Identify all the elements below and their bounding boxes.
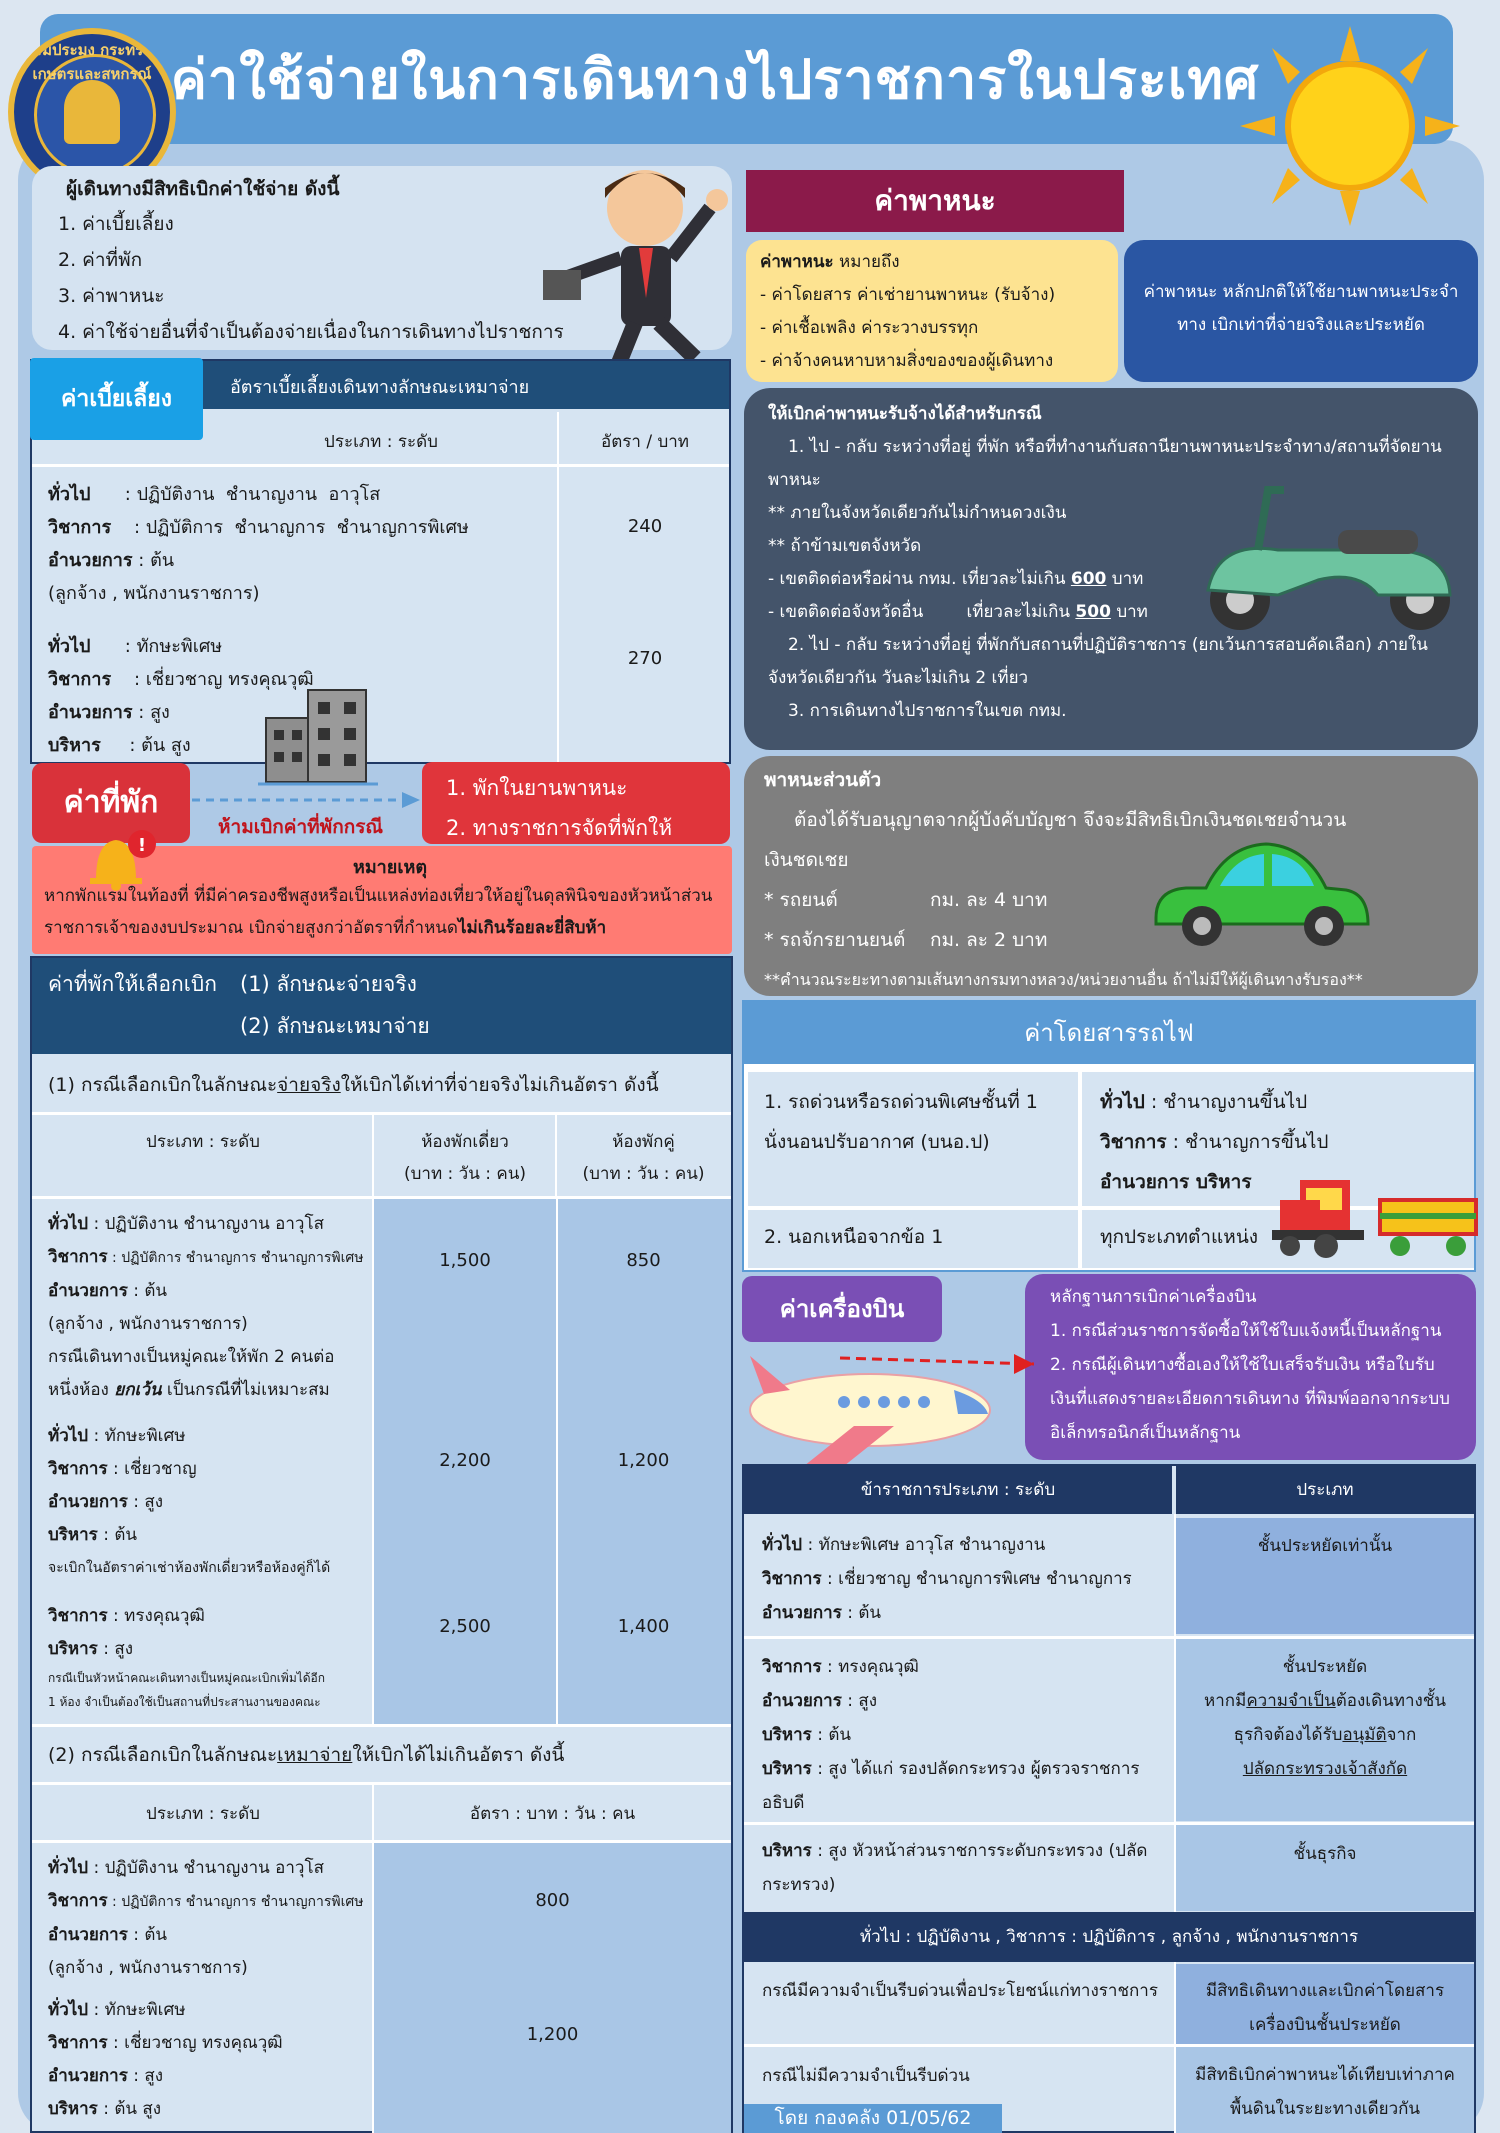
- flight-tab: ค่าเครื่องบิน: [742, 1276, 942, 1342]
- evidence-item: 1. กรณีส่วนราชการจัดซื้อให้ใช้ใบแจ้งหนี้เป็นหลักฐาน: [1050, 1321, 1442, 1341]
- taxi-item: 3. การเดินทางไปราชการในเขต กทม.: [788, 701, 1067, 721]
- taxi-item: 1. ไป - กลับ ระหว่างที่อยู่ ที่พัก หรือที่ทำงานกับสถานียานพาหนะประจำทาง/สถานที่จัดยานพาหนะ: [768, 437, 1442, 490]
- class-note-underline: ปลัดกระทรวงเจ้าสังกัด: [1242, 1759, 1408, 1779]
- level-note: หนึ่งห้อง: [48, 1380, 115, 1400]
- level-value: : สูง ได้แก่ รองปลัดกระทรวง ผู้ตรวจราชการอธิบดี: [762, 1759, 1140, 1813]
- level-value: : ปฏิบัติงาน ชำนาญงาน อาวุโส: [90, 484, 381, 505]
- level-value: : ต้น สูง: [100, 735, 191, 756]
- divider: [555, 1115, 557, 1199]
- class-note-underline: ความจำเป็น: [1246, 1691, 1336, 1711]
- level-value: : ต้น: [811, 1725, 852, 1745]
- level-note: (ลูกจ้าง , พนักงานราชการ): [48, 1314, 248, 1334]
- double-rate-1: 850: [626, 1250, 661, 1271]
- level-note: กรณีเป็นหัวหน้าคณะเดินทางเป็นหมู่คณะเบิกเพิ่มได้อีก: [48, 1671, 326, 1685]
- level-value: : เชี่ยวชาญ ทรงคุณวุฒิ: [111, 669, 314, 690]
- definition-item: - ค่าเชื้อเพลิง ค่าระวางบรรทุก: [760, 318, 979, 338]
- lump-rate-2: 1,200: [526, 2024, 579, 2045]
- flight-general-1-left: กรณีมีความจำเป็นรีบด่วนเพื่อประโยชน์แก่ทางราชการ: [762, 1981, 1158, 2001]
- allowance-divider: [32, 464, 729, 467]
- level-note: 1 ห้อง จำเป็นต้องใช้เป็นสถานที่ประสานงานของคณะ: [48, 1695, 321, 1709]
- flight-col-level: ข้าราชการประเภท : ระดับ: [744, 1466, 1172, 1514]
- level-label: ทั่วไป: [1100, 1091, 1145, 1113]
- level-value: : สูง: [127, 1492, 164, 1512]
- level-value: : ทักษะพิเศษ: [88, 2000, 186, 2020]
- airplane-illustration: [744, 1340, 1034, 1470]
- lodging-forbidden-list: [446, 768, 672, 848]
- note-text: หากพักแรมในท้องที่ ที่มีค่าครองชีพสูงหรือเป็นแหล่งท่องเที่ยวให้อยู่ในดุลพินิจของหัวหน้าส่วนราชการเจ้าของงบประมาณ เบิกจ่ายสูงกว่าอัตราที่กำหนด: [44, 886, 713, 938]
- level-value: : เชี่ยวชาญ ทรงคุณวุฒิ: [107, 2033, 283, 2053]
- level-value: : ทักษะพิเศษ อาวุโส ชำนาญงาน: [802, 1535, 1046, 1555]
- taxi-item: 2. ไป - กลับ ระหว่างที่อยู่ ที่พักกับสถานที่ปฏิบัติราชการ (ยกเว้นการสอบคัดเลือก) ภายในจังหวัดเดียวกัน วันละไม่เกิน 2 เที่ยว: [768, 635, 1428, 688]
- level-value: : ชำนาญการขึ้นไป: [1166, 1131, 1329, 1153]
- lodging-choice-title: ค่าที่พักให้เลือกเบิก: [48, 972, 217, 996]
- definition-item: - ค่าโดยสาร ค่าเช่ายานพาหนะ (รับจ้าง): [760, 285, 1056, 305]
- lodging-tab: ค่าที่พัก: [32, 763, 190, 843]
- note-body: [44, 880, 724, 944]
- level-note: (ลูกจ้าง , พนักงานราชการ): [48, 1958, 248, 1978]
- intro-underline: จ่ายจริง: [277, 1074, 341, 1096]
- allowance-rate-2: 270: [627, 648, 663, 669]
- flight-class-2: [1184, 1650, 1466, 1786]
- allowance-banner: อัตราเบี้ยเลี้ยงเดินทางลักษณะเหมาจ่าย: [230, 377, 530, 398]
- taxi-unit: บาท: [1106, 569, 1144, 589]
- level-value: : ต้น: [841, 1603, 882, 1623]
- level-value: : ต้น สูง: [97, 2099, 162, 2119]
- level-label: ทั่วไป: [48, 636, 91, 657]
- train-row-2-left: 2. นอกเหนือจากข้อ 1: [764, 1226, 944, 1248]
- level-label: บริหาร: [762, 1725, 812, 1745]
- definition-item: - ค่าจ้างคนหาบหามสิ่งของของผู้เดินทาง: [760, 351, 1054, 371]
- businessman-illustration: [535, 158, 750, 378]
- level-value: : ต้น: [97, 1525, 138, 1545]
- level-label: บริหาร: [48, 1639, 98, 1659]
- note-bold: ไม่เกินร้อยละยี่สิบห้า: [457, 918, 607, 938]
- eligibility-item: 2. ค่าที่พัก: [58, 249, 143, 271]
- level-value: : ต้น: [127, 1925, 168, 1945]
- allowance-col-type: ประเภท : ระดับ: [324, 432, 438, 452]
- level-label: ทั่วไป: [48, 2000, 89, 2020]
- lump-col-rate: อัตรา : บาท : วัน : คน: [469, 1804, 636, 1824]
- level-value: : สูง: [97, 1639, 134, 1659]
- level-value: : สูง: [132, 702, 170, 723]
- level-value: : เชี่ยวชาญ: [107, 1459, 197, 1479]
- private-note: **คำนวณระยะทางตามเส้นทางกรมทางหลวง/หน่วยงานอื่น ถ้าไม่มีให้ผู้เดินทางรับรอง**: [764, 970, 1363, 989]
- eligibility-item: 4. ค่าใช้จ่ายอื่นที่จำเป็นต้องจ่ายเนื่องในการเดินทางไปราชการ: [58, 321, 564, 343]
- actual-intro: [48, 1070, 659, 1100]
- level-label: บริหาร: [48, 1525, 98, 1545]
- private-type: * รถจักรยานยนต์: [764, 929, 906, 951]
- evidence-item: 2. กรณีผู้เดินทางซื้อเองให้ใช้ใบเสร็จรับเงิน หรือใบรับเงินที่แสดงรายละเอียดการเดินทาง ที่พิมพ์ออกจากระบบอิเล็กทรอนิกส์เป็นหลักฐาน: [1050, 1355, 1450, 1443]
- level-value: : สูง: [127, 2066, 164, 2086]
- private-type: * รถยนต์: [764, 889, 838, 911]
- flight-row-3: [762, 1834, 1162, 1902]
- actual-col-type: ประเภท : ระดับ: [146, 1132, 260, 1152]
- level-label: วิชาการ: [762, 1657, 822, 1677]
- logo-text: กรมประมง กระทรวงเกษตรและสหกรณ์: [25, 41, 159, 83]
- level-value: : ปฏิบัติการ ชำนาญการ ชำนาญการพิเศษ: [111, 517, 469, 538]
- vehicle-principle: ค่าพาหนะ หลักปกติให้ใช้ยานพาหนะประจำทาง เบิกเท่าที่จ่ายจริงและประหยัด: [1143, 282, 1459, 335]
- taxi-item: - เขตติดต่อหรือผ่าน กทม. เที่ยวละไม่เกิน: [768, 569, 1071, 589]
- level-value: : ทรงคุณวุฒิ: [821, 1657, 919, 1677]
- level-note-bold: ยกเว้น: [114, 1380, 162, 1400]
- actual-col-single: [374, 1126, 556, 1190]
- level-label: บริหาร: [48, 735, 101, 756]
- lump-intro: [48, 1740, 564, 1770]
- actual-col-double: [556, 1126, 731, 1190]
- sun-icon: [1230, 16, 1470, 236]
- divider: [32, 1782, 731, 1785]
- definition-title: ค่าพาหนะ: [760, 252, 834, 272]
- single-rate-3: 2,500: [439, 1616, 491, 1637]
- private-rate: กม. ละ 2 บาท: [930, 929, 1048, 951]
- level-label: วิชาการ: [48, 517, 112, 538]
- allowance-row-1: [48, 478, 469, 610]
- level-label: อำนวยการ: [48, 1925, 128, 1945]
- level-value: : ทักษะพิเศษ: [88, 1426, 186, 1446]
- level-value: : ทักษะพิเศษ: [90, 636, 223, 657]
- train-illustration: [1270, 1150, 1480, 1260]
- private-title: พาหนะส่วนตัว: [764, 769, 882, 791]
- intro-text: ให้เบิกได้เท่าที่จ่ายจริงไม่เกินอัตรา ดังนี้: [340, 1074, 659, 1096]
- taxi-item: ** ถ้าข้ามเขตจังหวัด: [768, 536, 922, 556]
- lodging-choice-1: (1) ลักษณะจ่ายจริง: [240, 972, 417, 996]
- lump-row-2: [48, 1994, 368, 2126]
- buildings-illustration: [258, 670, 378, 790]
- page-title: ค่าใช้จ่ายในการเดินทางไปราชการในประเทศ: [170, 48, 1260, 111]
- lodging-choice-2: (2) ลักษณะเหมาจ่าย: [240, 1014, 430, 1038]
- lump-row-1: [48, 1852, 368, 1985]
- level-label: วิชาการ: [1100, 1131, 1167, 1153]
- level-label: อำนวยการ: [48, 2066, 128, 2086]
- level-label: อำนวยการ: [48, 702, 133, 723]
- actual-row-2: [48, 1420, 368, 1585]
- level-note: กรณีเดินทางเป็นหมู่คณะให้พัก 2 คนต่อ: [48, 1347, 335, 1367]
- actual-row-3: [48, 1600, 368, 1714]
- flight-general-2-left: กรณีไม่มีความจำเป็นรีบด่วน: [762, 2066, 970, 2086]
- level-value: : ปฏิบัติการ ชำนาญการ ชำนาญการพิเศษ: [107, 1894, 364, 1910]
- note-title: หมายเหตุ: [352, 857, 428, 878]
- forbidden-case: 2. ทางราชการจัดที่พักให้: [446, 816, 673, 840]
- taxi-limit: 600: [1070, 569, 1107, 589]
- level-label: บริหาร: [48, 2099, 98, 2119]
- level-value: : ทรงคุณวุฒิ: [107, 1606, 205, 1626]
- level-value: : ปฏิบัติงาน ชำนาญงาน อาวุโส: [88, 1858, 324, 1878]
- taxi-unit: บาท: [1110, 602, 1148, 622]
- level-label: อำนวยการ บริหาร: [1100, 1171, 1252, 1193]
- class-note-underline: อนุมัติ: [1342, 1725, 1387, 1745]
- level-note: เป็นกรณีที่ไม่เหมาะสม: [161, 1380, 330, 1400]
- level-label: อำนวยการ: [48, 550, 133, 571]
- flight-class-1: ชั้นประหยัดเท่านั้น: [1257, 1536, 1393, 1556]
- allowance-tab: ค่าเบี้ยเลี้ยง: [30, 358, 203, 440]
- car-illustration: [1146, 828, 1376, 958]
- intro-text: ให้เบิกได้ไม่เกินอัตรา ดังนี้: [352, 1744, 565, 1766]
- lump-rate-1: 800: [535, 1890, 570, 1911]
- level-label: ทั่วไป: [762, 1535, 803, 1555]
- taxi-limit: 500: [1075, 602, 1111, 622]
- level-label: วิชาการ: [762, 1569, 822, 1589]
- level-label: ทั่วไป: [48, 1426, 89, 1446]
- lump-rate-bg: [374, 1843, 731, 2133]
- spacer: [747, 1070, 748, 1071]
- intro-text: (1) กรณีเลือกเบิกในลักษณะ: [48, 1074, 278, 1096]
- forbidden-case: 1. พักในยานพาหนะ: [446, 776, 628, 800]
- level-label: อำนวยการ: [762, 1603, 842, 1623]
- level-value: : ต้น: [132, 550, 175, 571]
- col-label: ห้องพักคู่: [612, 1132, 675, 1152]
- level-note: จะเบิกในอัตราค่าเช่าห้องพักเดี่ยวหรือห้องคู่ก็ได้: [48, 1560, 331, 1576]
- lodging-forbidden-label: ห้ามเบิกค่าที่พักกรณี: [218, 816, 384, 838]
- single-rate-2: 2,200: [439, 1450, 491, 1471]
- definition-title-suffix: หมายถึง: [833, 252, 900, 272]
- level-value: : ปฏิบัติงาน ชำนาญงาน อาวุโส: [88, 1214, 324, 1234]
- flight-general-2-right: มีสิทธิเบิกค่าพาหนะได้เทียบเท่าภาคพื้นดินในระยะทางเดียวกัน: [1195, 2065, 1455, 2119]
- class-note: หากมี: [1204, 1691, 1247, 1711]
- level-label: อำนวยการ: [48, 1492, 128, 1512]
- private-item: ต้องได้รับอนุญาตจากผู้บังคับบัญชา จึงจะมีสิทธิเบิกเงินชดเชยจำนวนเงินชดเชย: [764, 809, 1347, 871]
- level-label: ทั่วไป: [48, 484, 91, 505]
- level-value: : ปฏิบัติการ ชำนาญการ ชำนาญการพิเศษ: [107, 1250, 364, 1266]
- intro-text: (2) กรณีเลือกเบิกในลักษณะ: [48, 1744, 278, 1766]
- level-value: : ต้น: [127, 1281, 168, 1301]
- level-label: ทั่วไป: [48, 1214, 89, 1234]
- class-note: ต้องเดินทางชั้น: [1335, 1691, 1446, 1711]
- flight-class-3: ชั้นธุรกิจ: [1293, 1844, 1357, 1864]
- level-label: วิชาการ: [48, 669, 112, 690]
- level-label: วิชาการ: [48, 2033, 108, 2053]
- col-unit: (บาท : วัน : คน): [403, 1164, 527, 1184]
- level-label: วิชาการ: [48, 1247, 108, 1267]
- level-label: อำนวยการ: [762, 1691, 842, 1711]
- lump-col-type: ประเภท : ระดับ: [146, 1804, 260, 1824]
- taxi-title: ให้เบิกค่าพาหนะรับจ้างได้สำหรับกรณี: [768, 404, 1042, 424]
- level-value: : สูง หัวหน้าส่วนราชการระดับกระทรวง (ปลัดกระทรวง): [762, 1841, 1148, 1895]
- level-value: : สูง: [841, 1691, 878, 1711]
- level-note: (ลูกจ้าง , พนักงานราชการ): [48, 583, 260, 604]
- eligibility-list: [58, 206, 564, 350]
- intro-underline: เหมาจ่าย: [277, 1744, 353, 1766]
- flight-evidence: [1050, 1280, 1460, 1450]
- divider: [32, 1112, 731, 1115]
- flight-general-1-right: มีสิทธิเดินทางและเบิกค่าโดยสารเครื่องบินชั้นประหยัด: [1205, 1981, 1445, 2035]
- level-label: วิชาการ: [48, 1459, 108, 1479]
- col-unit: (บาท : วัน : คน): [582, 1164, 705, 1184]
- vehicle-definition: [760, 246, 1055, 378]
- col-label: ห้องพักเดี่ยว: [421, 1132, 509, 1152]
- level-value: : ชำนาญงานขึ้นไป: [1144, 1091, 1308, 1113]
- evidence-title: หลักฐานการเบิกค่าเครื่องบิน: [1050, 1287, 1257, 1307]
- eligibility-heading: ผู้เดินทางมีสิทธิเบิกค่าใช้จ่าย ดังนี้: [66, 178, 340, 200]
- class-note: ธุรกิจต้องได้รับ: [1233, 1725, 1343, 1745]
- scooter-illustration: [1188, 470, 1468, 640]
- flight-class-bg: [1176, 1825, 1474, 1911]
- double-rate-3: 1,400: [617, 1616, 670, 1637]
- flight-row-2: [762, 1650, 1162, 1820]
- allowance-rate-1: 240: [627, 516, 663, 537]
- level-label: อำนวยการ: [48, 1281, 128, 1301]
- class-label: ชั้นประหยัด: [1282, 1657, 1368, 1677]
- flight-col-class: ประเภท: [1176, 1466, 1474, 1514]
- double-rate-2: 1,200: [617, 1450, 670, 1471]
- train-title: ค่าโดยสารรถไฟ: [744, 1002, 1474, 1064]
- train-row-2-right: ทุกประเภทตำแหน่ง: [1100, 1226, 1259, 1248]
- divider: [32, 1724, 731, 1727]
- level-label: บริหาร: [762, 1759, 812, 1779]
- train-row-1-left: 1. รถด่วนหรือรถด่วนพิเศษชั้นที่ 1 นั่งนอนปรับอากาศ (บนอ.ป): [764, 1091, 1038, 1153]
- level-label: ทั่วไป: [48, 1858, 89, 1878]
- vehicle-tab: ค่าพาหนะ: [746, 170, 1124, 232]
- class-note: จาก: [1386, 1725, 1417, 1745]
- footer-credit: โดย กองคลัง 01/05/62: [744, 2104, 1002, 2133]
- level-label: วิชาการ: [48, 1606, 108, 1626]
- eligibility-item: 1. ค่าเบี้ยเลี้ยง: [58, 213, 174, 235]
- level-value: : เชี่ยวชาญ ชำนาญการพิเศษ ชำนาญการ: [821, 1569, 1132, 1589]
- svg-text:!: !: [137, 835, 147, 856]
- arrow-icon: [192, 790, 422, 810]
- eligibility-item: 3. ค่าพาหนะ: [58, 285, 165, 307]
- flight-general-banner: ทั่วไป : ปฏิบัติงาน , วิชาการ : ปฏิบัติการ , ลูกจ้าง , พนักงานราชการ: [744, 1912, 1474, 1962]
- private-rate: กม. ละ 4 บาท: [930, 889, 1048, 911]
- allowance-col-rate: อัตรา / บาท: [600, 432, 689, 452]
- single-rate-1: 1,500: [439, 1250, 491, 1271]
- flight-row-1: [762, 1528, 1162, 1630]
- level-label: บริหาร: [762, 1841, 812, 1861]
- taxi-item: - เขตติดต่อจังหวัดอื่น เที่ยวละไม่เกิน: [768, 602, 1076, 622]
- level-label: วิชาการ: [48, 1891, 108, 1911]
- actual-row-1: [48, 1208, 368, 1407]
- taxi-item: ** ภายในจังหวัดเดียวกันไม่กำหนดวงเงิน: [768, 503, 1067, 523]
